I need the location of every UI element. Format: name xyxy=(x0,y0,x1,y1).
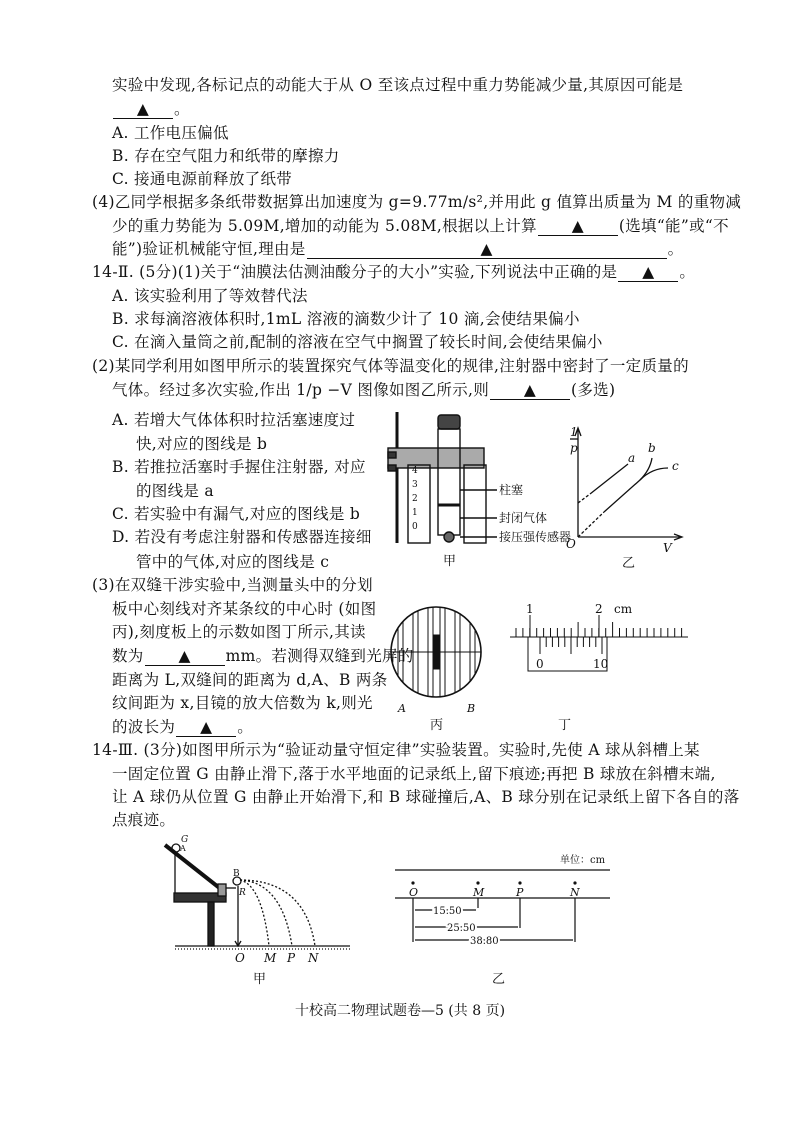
paper-d3: 38.80 xyxy=(470,936,499,947)
text-segment: A. 该实验利用了等效替代法 xyxy=(112,287,308,305)
collision-apparatus xyxy=(165,844,350,949)
text-segment: C. 在滴入量筒之前,配制的溶液在空气中搁置了较长时间,会使结果偏小 xyxy=(112,333,603,351)
text-segment: A. 若增大气体体积时拉活塞速度过 xyxy=(112,411,356,429)
text-segment: 气体。经过多次实验,作出 1/p −V 图像如图乙所示,则 xyxy=(112,381,490,399)
text-segment: A. 工作电压偏低 xyxy=(112,124,229,142)
page-footer: 十校高二物理试题卷—5 (共 8 页) xyxy=(294,1003,506,1019)
syringe-scale-0: 0 xyxy=(412,522,418,532)
syringe-scale-1: 1 xyxy=(412,508,418,518)
text-segment: 纹间距为 x,目镜的放大倍数为 k,则光 xyxy=(112,694,373,712)
apparatus-r: R xyxy=(239,888,246,898)
answer-blank[interactable]: ▲ xyxy=(307,240,667,259)
paper-d2: 25.50 xyxy=(447,923,476,934)
text-segment: (3)在双缝干涉实验中,当测量头中的分划 xyxy=(92,576,373,594)
caption-jia: 甲 xyxy=(443,554,457,569)
graph-y-den: p xyxy=(570,441,578,455)
caption-jia-bottom: 甲 xyxy=(253,972,267,987)
paper-o: O xyxy=(409,886,419,899)
answer-blank[interactable]: ▲ xyxy=(176,718,236,737)
apparatus-m: M xyxy=(264,951,277,965)
curve-a-label: a xyxy=(628,451,636,465)
vernier-main-2: 2 xyxy=(595,602,603,616)
text-segment: 的图线是 a xyxy=(136,482,214,500)
paper-unit: 单位：cm xyxy=(560,855,606,866)
syringe-scale-4: 4 xyxy=(412,466,418,476)
text-segment: 14-Ⅲ. (3分)如图甲所示为“验证动量守恒定律”实验装置。实验时,先使 A 球从斜槽上某 xyxy=(92,741,700,759)
text-segment: 距离为 L,双缝间的距离为 d,A、B 两条 xyxy=(112,671,388,689)
label-pressure-sensor: 接压强传感器 xyxy=(499,530,572,544)
vernier-0: 0 xyxy=(536,657,544,671)
answer-blank[interactable]: ▲ xyxy=(113,100,173,119)
paper-p: P xyxy=(516,886,524,899)
apparatus-o: O xyxy=(235,951,245,965)
text-segment: 丙),刻度板上的示数如图丁所示,其读 xyxy=(112,623,366,641)
paper-d1: 15.50 xyxy=(433,906,462,917)
text-segment: (2)某同学利用如图甲所示的装置探究气体等温变化的规律,注射器中密封了一定质量的 xyxy=(92,357,689,375)
text-segment: B. 若推拉活塞时手握住注射器, 对应 xyxy=(112,458,366,476)
syringe-scale-3: 3 xyxy=(412,480,418,490)
apparatus-g: G xyxy=(181,835,189,845)
text-segment: 实验中发现,各标记点的动能大于从 O 至该点过程中重力势能减少量,其原因可能是 xyxy=(112,76,684,94)
apparatus-n: N xyxy=(308,951,319,965)
text-segment: 一固定位置 G 由静止滑下,落于水平地面的记录纸上,留下痕迹;再把 B 球放在斜槽末端, xyxy=(112,765,716,783)
text-segment: 。 xyxy=(237,718,254,736)
apparatus-a: A xyxy=(180,844,186,853)
text-segment: B. 求每滴溶液体积时,1mL 溶液的滴数少计了 10 滴,会使结果偏小 xyxy=(112,310,580,328)
text-segment: C. 接通电源前释放了纸带 xyxy=(112,170,293,188)
syringe-figure xyxy=(388,412,497,543)
recording-paper xyxy=(395,870,610,942)
text-segment: 。 xyxy=(667,240,684,258)
fringe-view xyxy=(390,600,482,700)
answer-blank[interactable]: ▲ xyxy=(538,217,618,236)
graph-origin: O xyxy=(566,537,576,551)
text-segment: 能”)验证机械能守恒,理由是 xyxy=(112,240,306,258)
answer-blank[interactable]: ▲ xyxy=(490,381,570,400)
pv-graph xyxy=(570,428,682,540)
text-segment: (选填“能”或“不 xyxy=(618,217,729,235)
syringe-scale-2: 2 xyxy=(412,494,418,504)
text-segment: 快,对应的图线是 b xyxy=(136,435,268,453)
curve-b-label: b xyxy=(648,441,656,455)
text-segment: 。 xyxy=(174,100,190,118)
graph-x-label: V xyxy=(663,541,672,555)
text-segment: 让 A 球仍从位置 G 由静止开始滑下,和 B 球碰撞后,A、B 球分别在记录纸上留下各自的落 xyxy=(112,788,740,806)
text-segment: 少的重力势能为 5.09M,增加的动能为 5.08M,根据以上计算 xyxy=(112,217,537,235)
label-piston: 柱塞 xyxy=(499,483,524,497)
caption-yi-top: 乙 xyxy=(622,556,636,571)
text-segment: 。 xyxy=(679,263,696,281)
apparatus-b: B xyxy=(233,869,240,879)
text-segment: 数为 xyxy=(112,647,144,665)
text-segment: (4)乙同学根据多条纸带数据算出加速度为 g=9.77m/s²,并用此 g 值算出质量为 M 的重物减 xyxy=(92,193,742,211)
vernier-main-1: 1 xyxy=(526,602,534,616)
text-segment: B. 存在空气阻力和纸带的摩擦力 xyxy=(112,147,340,165)
vernier-unit: cm xyxy=(614,602,633,616)
text-segment: 管中的气体,对应的图线是 c xyxy=(136,553,330,571)
fringe-b-label: B xyxy=(467,702,476,715)
paper-m: M xyxy=(473,886,485,899)
text-segment: D. 若没有考虑注射器和传感器连接细 xyxy=(112,528,372,546)
answer-blank[interactable]: ▲ xyxy=(618,263,678,282)
caption-bing: 丙 xyxy=(430,718,444,733)
vernier-10: 10 xyxy=(593,657,609,671)
text-segment: 板中心刻线对齐某条纹的中心时 (如图 xyxy=(112,600,377,618)
text-segment: 的波长为 xyxy=(112,718,176,736)
text-segment: 点痕迹。 xyxy=(112,811,176,829)
caption-ding: 丁 xyxy=(558,718,572,733)
text-segment: mm。若测得双缝到光屏的 xyxy=(225,647,414,665)
text-segment: (多选) xyxy=(571,381,616,399)
answer-blank[interactable]: ▲ xyxy=(145,647,225,666)
caption-yi-bottom: 乙 xyxy=(492,972,506,987)
text-segment: 14-Ⅱ. (5分)(1)关于“油膜法估测油酸分子的大小”实验,下列说法中正确的是 xyxy=(92,263,618,281)
fringe-a-label: A xyxy=(398,702,406,715)
label-sealed-gas: 封闭气体 xyxy=(499,511,548,525)
paper-n: N xyxy=(570,886,580,899)
text-segment: C. 若实验中有漏气,对应的图线是 b xyxy=(112,505,361,523)
graph-y-num: 1 xyxy=(570,425,578,439)
curve-c-label: c xyxy=(672,459,679,473)
apparatus-p: P xyxy=(287,951,296,965)
